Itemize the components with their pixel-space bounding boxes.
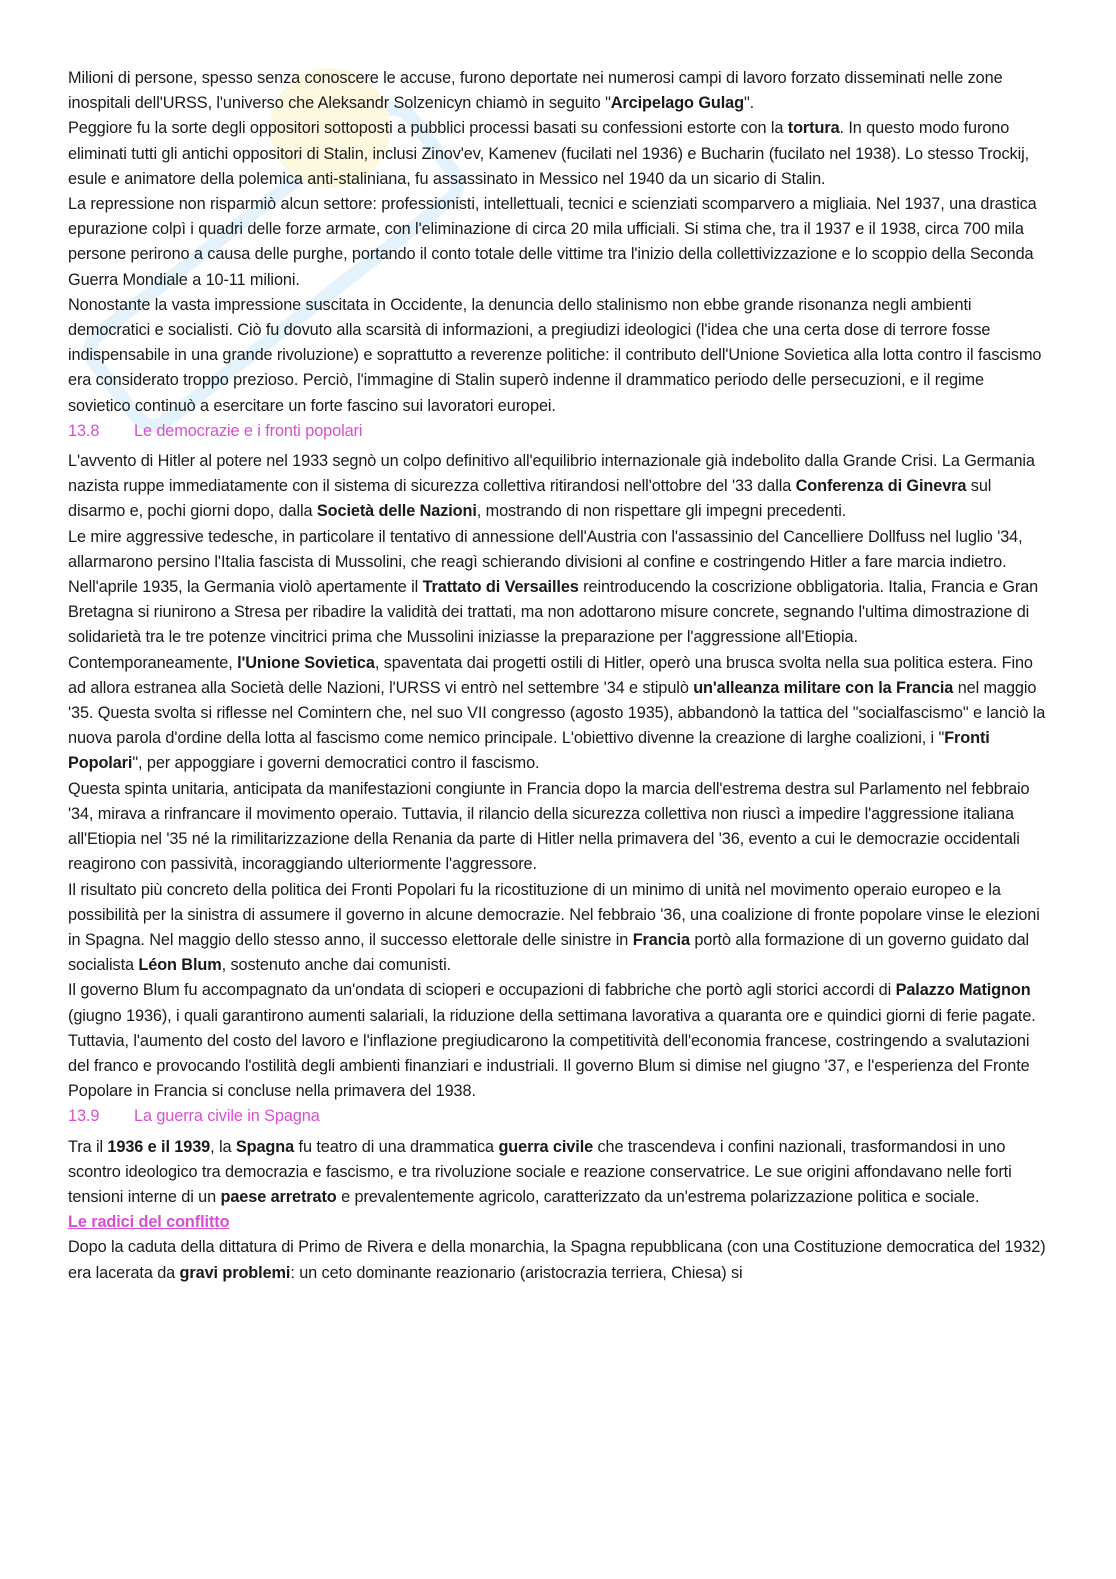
paragraph: Contemporaneamente, l'Unione Sovietica, spaventata dai progetti ostili di Hitler, operò una brusca svolta nella sua politica estera. Fino ad allora estranea alla Società delle Nazioni, l'URSS vi entrò nel settembre '34 e stipulò un'alleanza militare con la Francia nel maggio '35. Questa svolta si riflesse nel Comintern che, nel suo VII congresso (agosto 1935), abbandonò la tattica del "socialfascismo" e lanciò la nuova parola d'ordine della lotta al fascismo come nemico principale. L'obiettivo divenne la creazione di larghe coalizioni, i "Fronti Popolari", per appoggiare i governi democratici contro il fascismo. <box>68 653 1046 773</box>
paragraph: Peggiore fu la sorte degli oppositori sottoposti a pubblici processi basati su confessioni estorte con la tortura. In questo modo furono eliminati tutti gli antichi oppositori di Stalin, inclusi Zinov'ev, Kamenev (fucilati nel 1936) e Bucharin (fucilato nel 1938). Lo stesso Trockij, esule e animatore della polemica anti-staliniana, fu assassinato in Messico nel 1940 da un sicario di Stalin. <box>68 119 1030 188</box>
paragraphs-end <box>68 1235 1048 1285</box>
paragraph: Il risultato più concreto della politica dei Fronti Popolari fu la ricostituzione di un minimo di unità nel movimento operaio europeo e la possibilità per la sinistra di assumere il governo in alcune democrazie. Nel febbraio '36, una coalizione di fronte popolare vinse le elezioni in Spagna. Nel maggio dello stesso anno, il successo elettorale delle sinistre in Francia portò alla formazione di un governo guidato dal socialista Léon Blum, sostenuto anche dai comunisti. <box>68 880 1040 975</box>
section-title: La guerra civile in Spagna <box>134 1107 320 1126</box>
section-title: Le democrazie e i fronti popolari <box>134 421 363 440</box>
subheading-radici: Le radici del conflitto <box>68 1213 230 1232</box>
paragraph: Le mire aggressive tedesche, in particolare il tentativo di annessione dell'Austria con l'assassinio del Cancelliere Dollfuss nel luglio '34, allarmarono persino l'Italia fascista di Mussolini, che reagì schierando divisioni al confine e costringendo Hitler a fare marcia indietro. Nell'aprile 1935, la Germania violò apertamente il Trattato di Versailles reintroducendo la coscrizione obbligatoria. Italia, Francia e Gran Bretagna si riunirono a Stresa per ribadire la validità dei trattati, ma non adottarono misure concrete, segnando l'ultima dimostrazione di solidarietà tra le tre potenze vincitrici prima che Mussolini iniziasse la preparazione per l'aggressione all'Etiopia. <box>68 527 1039 647</box>
paragraph: Milioni di persone, spesso senza conoscere le accuse, furono deportate nei numerosi campi di lavoro forzato disseminati nelle zone inospitali dell'URSS, l'universo che Aleksandr Solzenicyn chiamò in seguito "Arcipelago Gulag". <box>68 69 1003 113</box>
paragraphs-13-9 <box>68 1135 1048 1211</box>
paragraph: Nonostante la vasta impressione suscitata in Occidente, la denuncia dello stalinismo non ebbe grande risonanza negli ambienti democratici e socialisti. Ciò fu dovuto alla scarsità di informazioni, a pregiudizi ideologici (l'idea che una certa dose di terrore fosse indispensabile in una grande rivoluzione) e soprattutto a reverenze politiche: il contributo dell'Unione Sovietica alla lotta contro il fascismo era considerato troppo prezioso. Perciò, l'immagine di Stalin superò indenne il drammatico periodo delle persecuzioni, e il regime sovietico continuò a esercitare un forte fascino sui lavoratori europei. <box>68 295 1042 415</box>
paragraphs-top <box>68 66 1048 419</box>
bold-term: 1936 e il 1939 <box>107 1137 211 1156</box>
bold-term: Palazzo Matignon <box>895 981 1031 1000</box>
bold-term: tortura <box>787 119 840 138</box>
paragraph: Dopo la caduta della dittatura di Primo de Rivera e della monarchia, la Spagna repubblicana (con una Costituzione democratica del 1932) era lacerata da gravi problemi: un ceto dominante reazionario (aristocrazia terriera, Chiesa) si <box>68 1238 1046 1282</box>
document-page <box>68 66 1048 1286</box>
paragraph: Questa spinta unitaria, anticipata da manifestazioni congiunte in Francia dopo la marcia dell'estrema destra sul Parlamento nel febbraio '34, mirava a rinfrancare il movimento operaio. Tuttavia, il rilancio della sicurezza collettiva non riuscì a impedire l'aggressione italiana all'Etiopia nel '35 né la rimilitarizzazione della Renania da parte di Hitler nella primavera del '36, evento a cui le democrazie occidentali reagirono con passività, incoraggiando ulteriormente l'aggressore. <box>68 779 1030 874</box>
bold-term: Fronti Popolari <box>68 729 990 773</box>
bold-term: gravi problemi <box>179 1263 291 1282</box>
bold-term: paese arretrato <box>220 1187 337 1206</box>
paragraph: L'avvento di Hitler al potere nel 1933 segnò un colpo definitivo all'equilibrio internazionale già indebolito dalla Grande Crisi. La Germania nazista ruppe immediatamente con il sistema di sicurezza collettiva ritirandosi nell'ottobre del '33 dalla Conferenza di Ginevra sul disarmo e, pochi giorni dopo, dalla Società delle Nazioni, mostrando di non rispettare gli impegni precedenti. <box>68 452 1035 521</box>
bold-term: Conferenza di Ginevra <box>795 477 967 496</box>
section-heading-13-8 <box>68 419 1048 444</box>
section-heading-13-9 <box>68 1104 1048 1129</box>
paragraph: Tra il 1936 e il 1939, la Spagna fu teatro di una drammatica guerra civile che trascendeva i confini nazionali, trasformandosi in uno scontro ideologico tra democrazia e fascismo, e tra rivoluzione sociale e reazione conservatrice. Le sue origini affondavano nelle forti tensioni interne di un paese arretrato e prevalentemente agricolo, caratterizzato da un'estrema polarizzazione politica e sociale. <box>68 1137 1012 1206</box>
bold-term: un'alleanza militare con la Francia <box>693 678 954 697</box>
bold-term: guerra civile <box>498 1137 594 1156</box>
section-number: 13.9 <box>68 1107 100 1126</box>
bold-term: Spagna <box>235 1137 295 1156</box>
bold-term: Arcipelago Gulag <box>610 94 744 113</box>
paragraph: La repressione non risparmiò alcun settore: professionisti, intellettuali, tecnici e scienziati scomparvero a migliaia. Nel 1937, una drastica epurazione colpì i quadri delle forze armate, con l'eliminazione di circa 20 mila ufficiali. Si stima che, tra il 1937 e il 1938, circa 700 mila persone perirono a causa delle purghe, portando il conto totale delle vittime tra l'inizio della collettivizzazione e lo scoppio della Seconda Guerra Mondiale a 10-11 milioni. <box>68 195 1037 289</box>
bold-term: Léon Blum <box>138 956 222 975</box>
paragraphs-13-8 <box>68 449 1048 1104</box>
bold-term: Società delle Nazioni <box>316 502 477 521</box>
bold-term: l'Unione Sovietica <box>237 653 375 672</box>
paragraph: Il governo Blum fu accompagnato da un'ondata di scioperi e occupazioni di fabbriche che portò agli storici accordi di Palazzo Matignon (giugno 1936), i quali garantirono aumenti salariali, la riduzione della settimana lavorativa a quaranta ore e quindici giorni di ferie pagate. Tuttavia, l'aumento del costo del lavoro e l'inflazione pregiudicarono la competitività dell'economia francese, costringendo a svalutazioni del franco e provocando l'ostilità degli ambienti finanziari e industriali. Il governo Blum si dimise nel giugno '37, e l'esperienza del Fronte Popolare in Francia si concluse nella primavera del 1938. <box>68 981 1036 1101</box>
bold-term: Francia <box>632 930 690 949</box>
section-number: 13.8 <box>68 421 100 440</box>
bold-term: Trattato di Versailles <box>422 578 579 597</box>
